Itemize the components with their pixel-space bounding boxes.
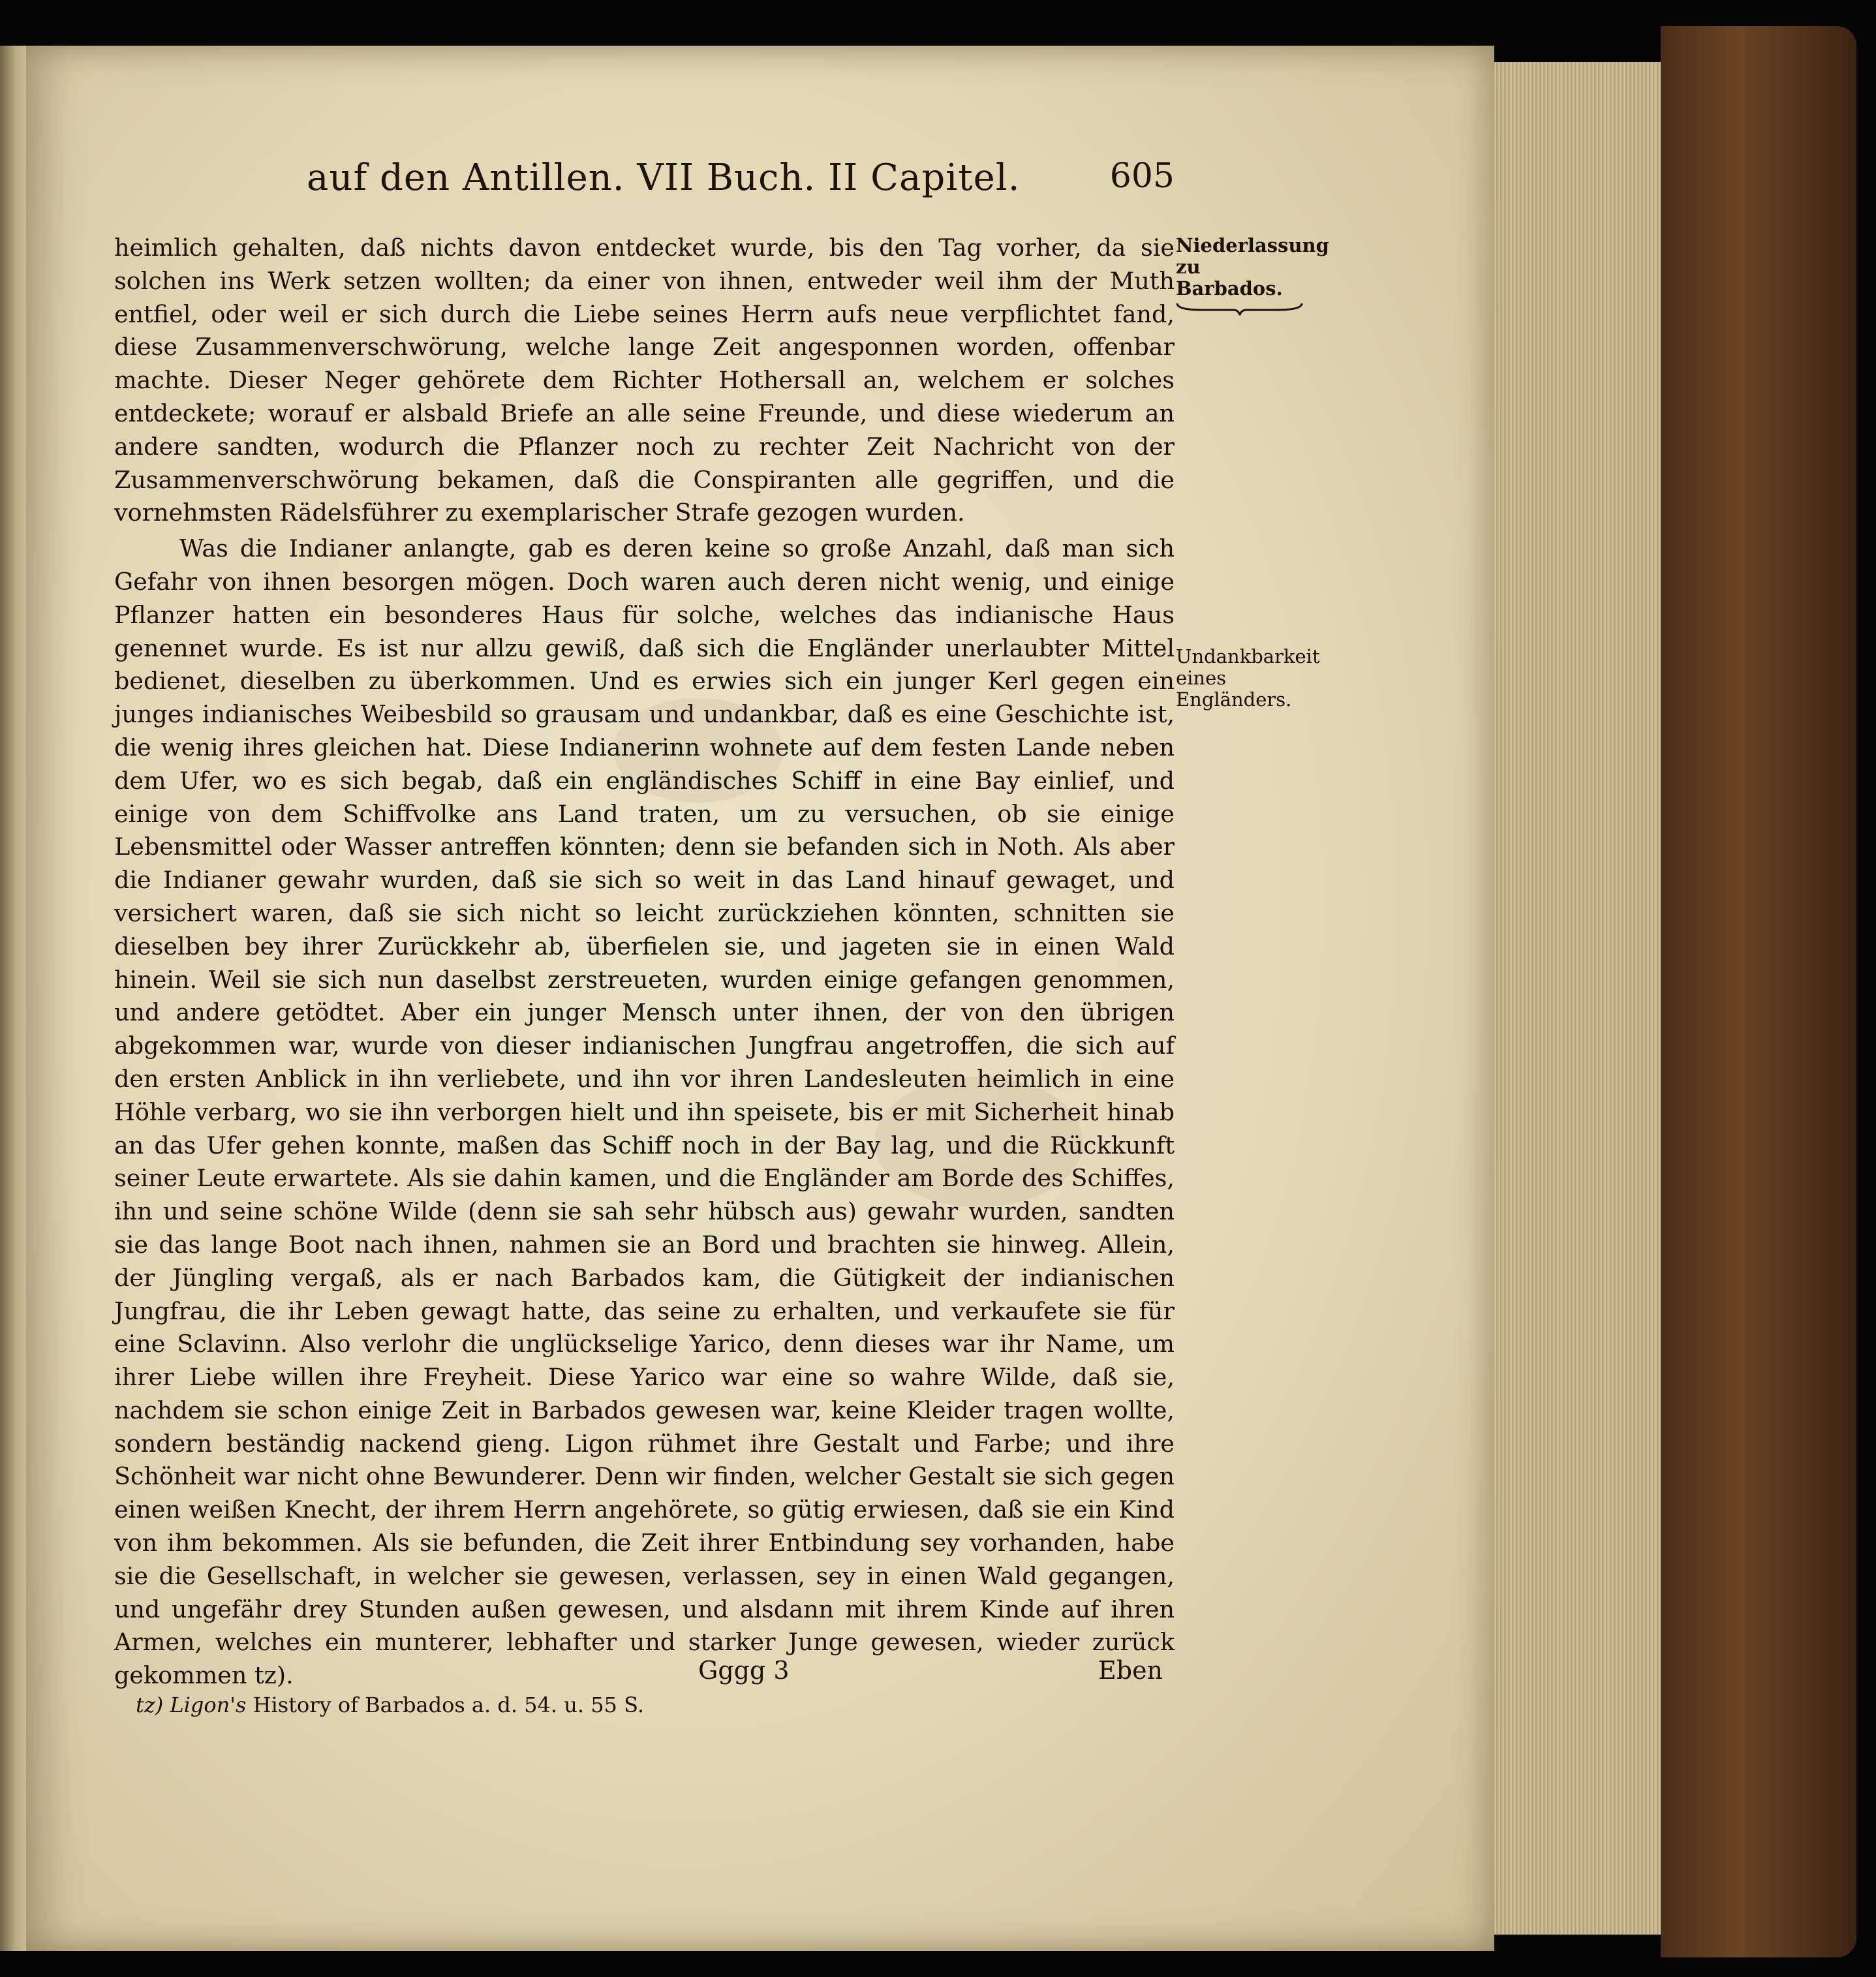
page-fore-edge xyxy=(1494,62,1661,1935)
footnote-author: Ligon's xyxy=(170,1693,247,1717)
marginal-note-text: Niederlassung zu Barbados. xyxy=(1176,234,1329,299)
marginal-note xyxy=(1176,645,1320,711)
footnote-text: History of Barbados a. d. 54. u. 55 S. xyxy=(253,1693,645,1717)
book-cover xyxy=(1661,26,1856,1957)
footnote xyxy=(136,1693,644,1717)
signature-mark: Gggg 3 xyxy=(698,1656,790,1685)
paragraph: Was die Indianer anlangte, gab es deren keine so große Anzahl, daß man sich Gefahr von ihnen besorgen mögen. Doch waren auch deren nicht wenig, und einige Pflanzer hatten ein besonderes Haus für solche, welches das indianische Haus genennet wurde. Es ist nur allzu gewiß, daß sich die Engländer unerlaubter Mittel bedienet, dieselben zu überkommen. Und es erwies sich ein junger Kerl gegen ein junges indianisches Weibesbild so grausam und undankbar, daß es eine Geschichte ist, die wenig ihres gleichen hat. Diese Indianerinn wohnete auf dem festen Lande neben dem Ufer, wo es sich begab, daß ein engländisches Schiff in eine Bay einlief, und einige von dem Schiffvolke ans Land traten, um zu versuchen, ob sie einige Lebensmittel oder Wasser antreffen könnten; denn sie befanden sich in Noth. Als aber die Indianer gewahr wurden, daß sie sich so weit in das Land hinauf gewaget, und versichert waren, daß sie sich nicht so leicht zurückziehen könnten, schnitten sie dieselben bey ihrer Zurückkehr ab, überfielen sie, und jageten sie in einen Wald hinein. Weil sie sich nun daselbst zerstreueten, wurden einige gefangen genommen, und andere getödtet. Aber ein junger Mensch unter ihnen, der von den übrigen abgekommen war, wurde von dieser indianischen Jungfrau angetroffen, die sich auf den ersten Anblick in ihn verliebete, und ihn vor ihren Landesleuten heimlich in eine Höhle verbarg, wo sie ihn verborgen hielt und ihn speisete, bis er mit Sicherheit hinab an das Ufer gehen konnte, maßen das Schiff noch in der Bay lag, und die Rückkunft seiner Leute erwartete. Als sie dahin kamen, und die Engländer am Borde des Schiffes, ihn und seine schöne Wilde (denn sie sah sehr hübsch aus) gewahr wurden, sandten sie das lange Boot nach ihnen, nahmen sie an Bord und brachten sie hinweg. Allein, der Jüngling vergaß, als er nach Barbados kam, die Gütigkeit der indianischen Jungfrau, die ihr Leben gewagt hatte, das seine zu erhalten, und verkaufete sie für eine Sclavinn. Also verlohr die unglückselige Yarico, denn dieses war ihr Name, um ihrer Liebe willen ihre Freyheit. Diese Yarico war eine so wahre Wilde, daß sie, nachdem sie schon einige Zeit in Barbados gewesen war, keine Kleider tragen wollte, sondern beständig nackend gieng. Ligon rühmet ihre Gestalt und Farbe; und ihre Schönheit war nicht ohne Bewunderer. Denn wir finden, welcher Gestalt sie sich gegen einen weißen Knecht, der ihrem Herrn angehörete, so gütig erwiesen, daß sie ein Kind von ihm bekommen. Als sie befunden, die Zeit ihrer Entbindung sey vorhanden, habe sie die Gesellschaft, in welcher sie gewesen, verlassen, sey in einen Wald gegangen, und ungefähr drey Stunden außen gewesen, und alsdann mit ihrem Kinde auf ihren Armen, welches ein munterer, lebhafter und starker Junge gewesen, wieder zurück gekommen tz). xyxy=(114,534,1175,1690)
body-text xyxy=(114,232,1175,1693)
paragraph: heimlich gehalten, daß nichts davon entdecket wurde, bis den Tag vorher, da sie solchen ins Werk setzen wollten; da einer von ihnen, entweder weil ihm der Muth entfiel, oder weil er sich durch die Liebe seines Herrn aufs neue verpflichtet fand, diese Zusammenverschwörung, welche lange Zeit angesponnen worden, offenbar machte. Dieser Neger gehörete dem Richter Hothersall an, welchem er solches entdeckete; worauf er alsbald Briefe an alle seine Freunde, und diese wiederum an andere sandten, wodurch die Pflanzer noch zu rechter Zeit Nachricht von der Zusammenverschwörung bekamen, daß die Conspiranten alle gegriffen, und die vornehmsten Rädelsführer zu exemplarischer Strafe gezogen wurden. xyxy=(114,234,1175,527)
catchword: Eben xyxy=(1098,1656,1163,1685)
page-number: 605 xyxy=(1109,157,1175,196)
brace-icon xyxy=(1176,302,1303,316)
running-head-title: auf den Antillen. VII Buch. II Capitel. xyxy=(307,157,1021,199)
left-page-edge xyxy=(0,46,26,1951)
marginal-note xyxy=(1176,234,1329,316)
running-head xyxy=(307,157,1175,215)
footnote-mark: tz) xyxy=(136,1693,164,1717)
marginal-note-text: Undankbarkeit eines Engländers. xyxy=(1176,645,1320,711)
